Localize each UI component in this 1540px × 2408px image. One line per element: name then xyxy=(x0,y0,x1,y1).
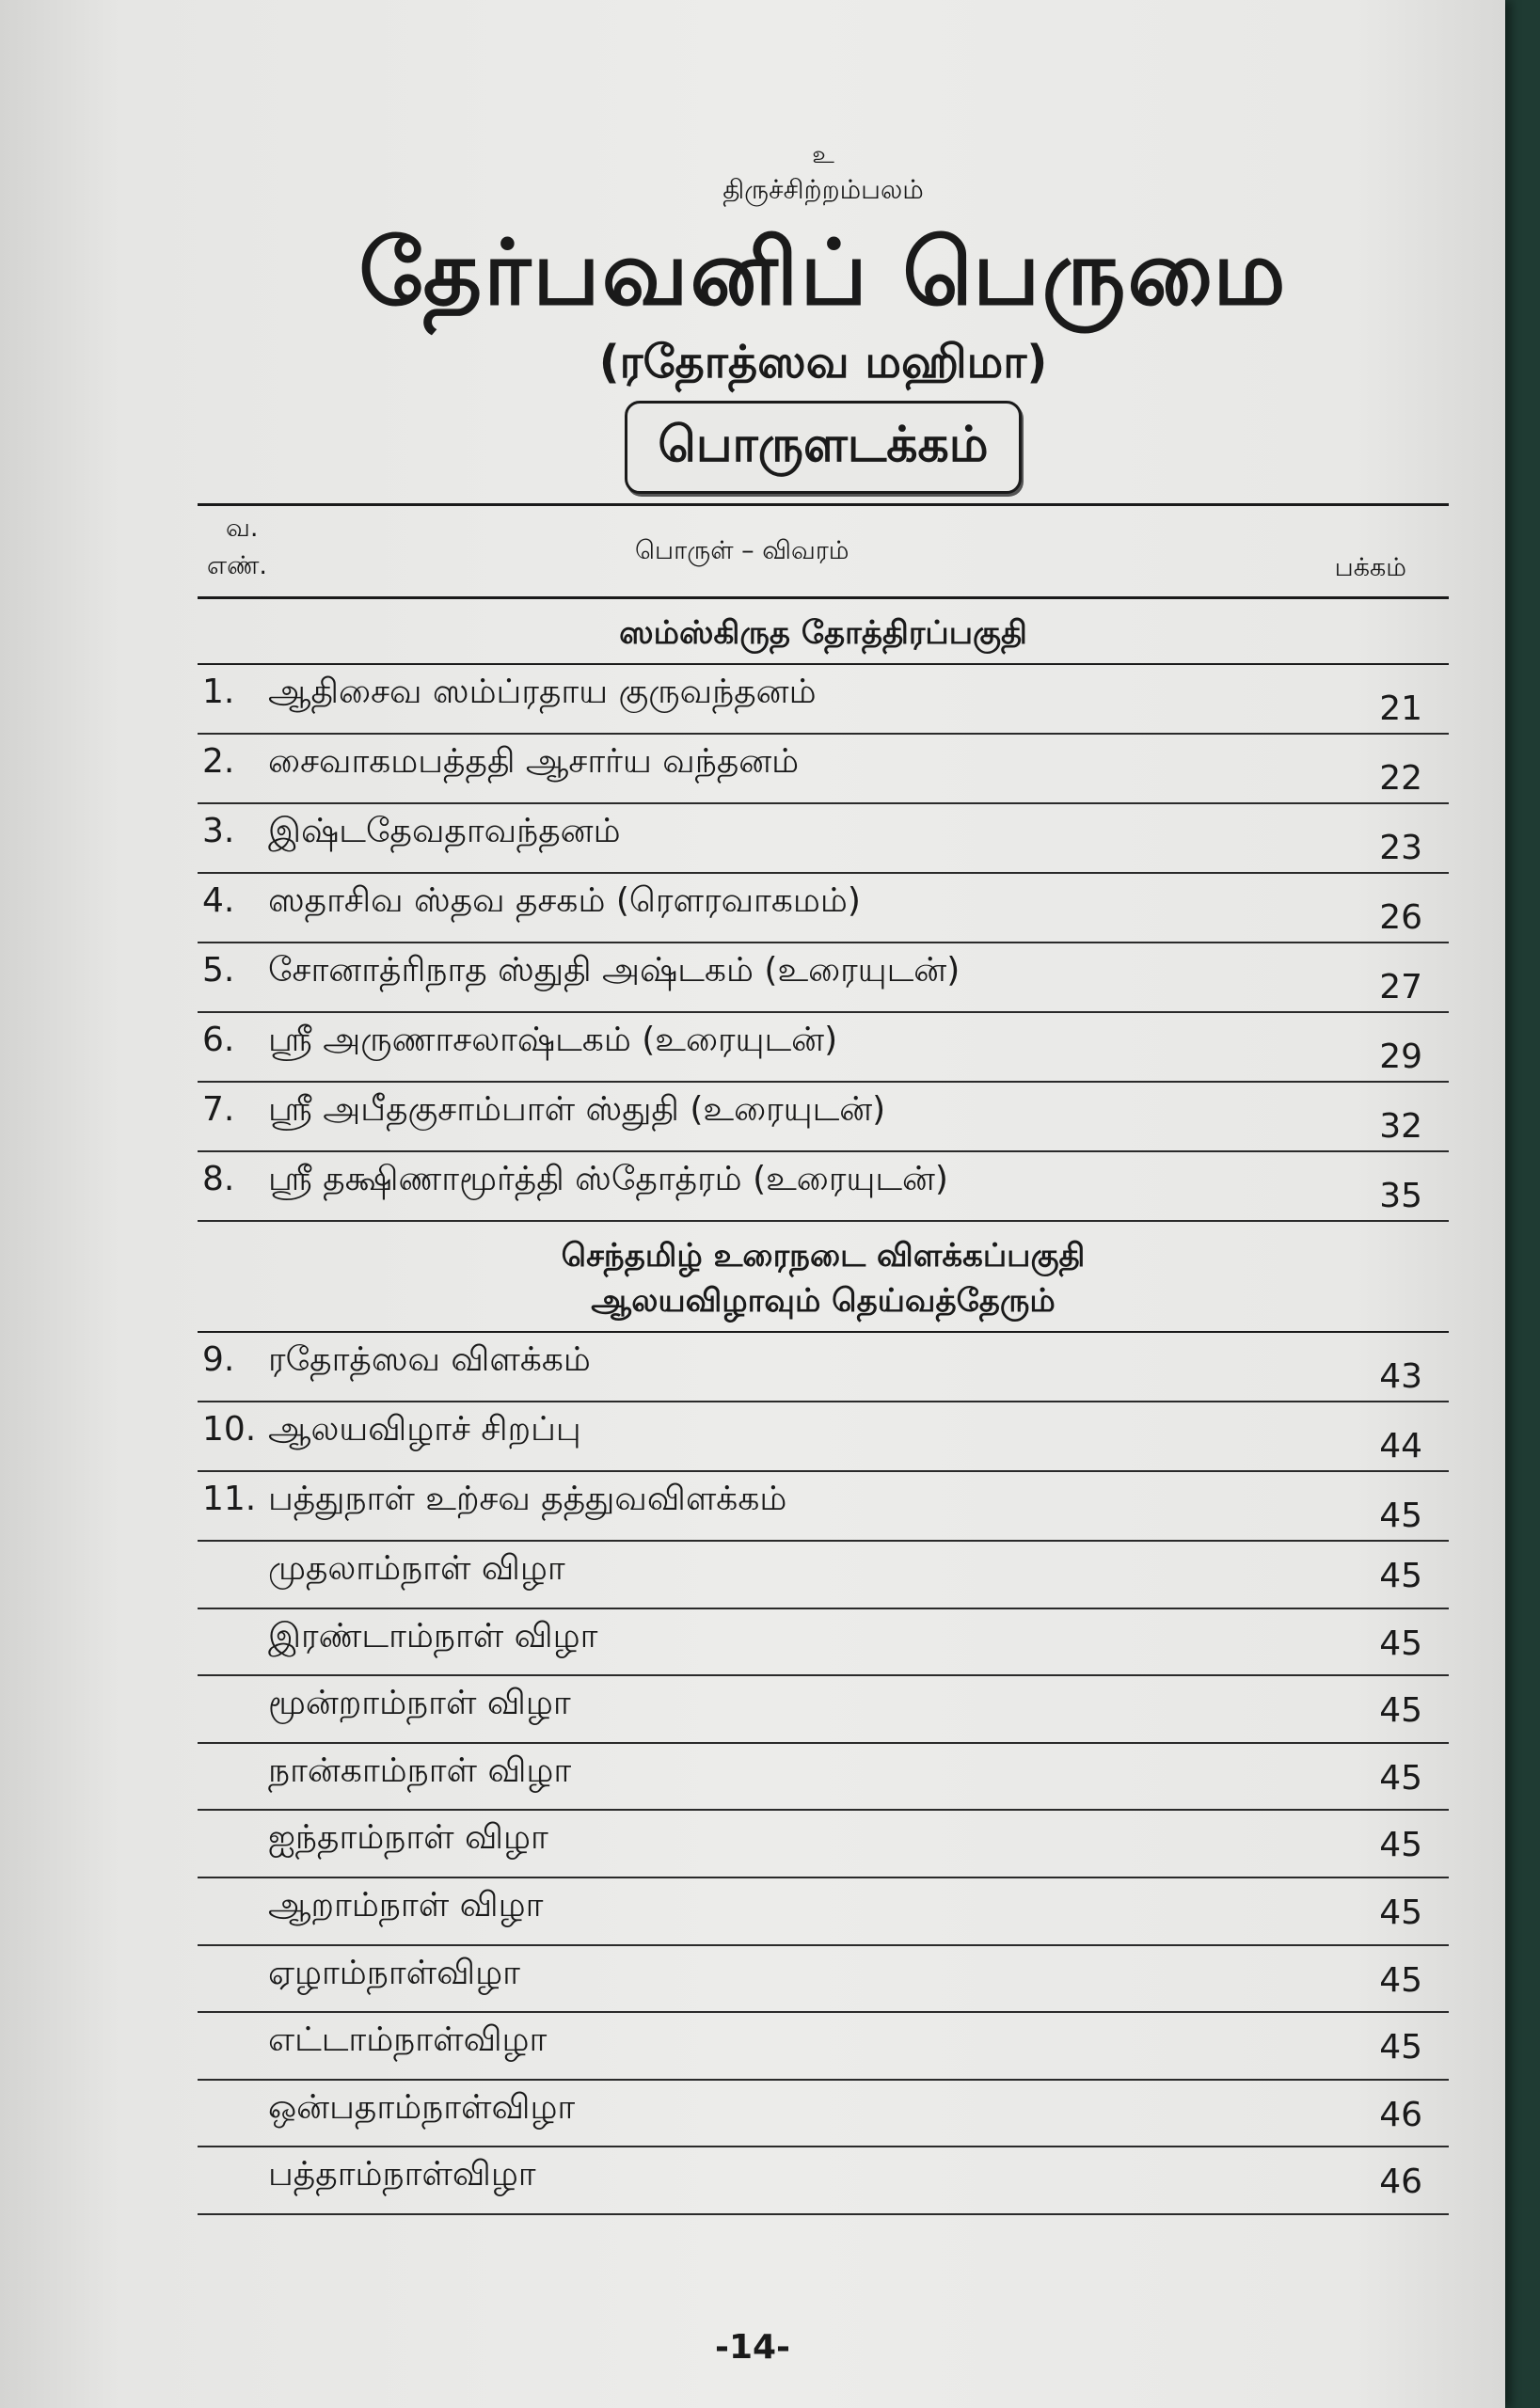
toc-number: 6. xyxy=(202,1021,235,1059)
toc-page: 29 xyxy=(1379,1038,1422,1076)
toc-row xyxy=(198,735,1449,804)
book-subtitle: (ரதோத்ஸவ மஹிமா) xyxy=(598,336,1048,388)
toc-subrow xyxy=(198,2147,1449,2215)
toc-number: 5. xyxy=(202,951,235,990)
contents-label: பொருளடக்கம் xyxy=(625,401,1021,494)
toc-number: 1. xyxy=(202,673,235,711)
toc-page: 45 xyxy=(1379,2028,1422,2067)
toc-row xyxy=(198,1152,1449,1222)
invocation: திருச்சிற்றம்பலம் xyxy=(722,174,924,205)
toc-number: 2. xyxy=(202,742,235,781)
toc-number: 8. xyxy=(202,1160,235,1198)
section-heading-line: ஆலயவிழாவும் தெய்வத்தேரும் xyxy=(591,1282,1056,1320)
toc-subtitle: ஏழாம்நாள்விழா xyxy=(268,1953,520,1992)
section-heading-line: ஸம்ஸ்கிருத தோத்திரப்பகுதி xyxy=(619,614,1027,652)
section-heading xyxy=(198,1222,1449,1333)
toc-subtitle: எட்டாம்நாள்விழா xyxy=(268,2020,548,2060)
toc-row xyxy=(198,874,1449,943)
toc-subrow xyxy=(198,1744,1449,1812)
toc-page: 45 xyxy=(1379,1691,1422,1731)
toc-title: ஆலயவிழாச் சிறப்பு xyxy=(268,1410,581,1449)
toc-title: சைவாகமபத்ததி ஆசார்ய வந்தனம் xyxy=(268,742,800,781)
toc-page: 45 xyxy=(1379,1624,1422,1663)
column-description: பொருள் – விவரம் xyxy=(635,536,849,565)
toc-subrow xyxy=(198,2013,1449,2081)
toc-subrow xyxy=(198,1542,1449,1609)
contents-label-wrap xyxy=(198,401,1449,494)
toc-page: 45 xyxy=(1379,1557,1422,1595)
toc-page: 23 xyxy=(1379,829,1422,867)
toc-page: 45 xyxy=(1379,1960,1422,2000)
toc-page: 45 xyxy=(1379,1758,1422,1798)
toc-row xyxy=(198,943,1449,1013)
section-heading-line: செந்தமிழ் உரைநடை விளக்கப்பகுதி xyxy=(561,1237,1086,1275)
toc-subtitle: முதலாம்நாள் விழா xyxy=(268,1549,565,1588)
toc-title: ரதோத்ஸவ விளக்கம் xyxy=(268,1340,591,1379)
toc-subtitle: ஒன்பதாம்நாள்விழா xyxy=(268,2087,576,2127)
toc-row xyxy=(198,1472,1449,1542)
toc-page: 21 xyxy=(1379,689,1422,728)
page-number: -14- xyxy=(715,2328,790,2367)
toc-subrow xyxy=(198,1878,1449,1946)
toc-row xyxy=(198,1333,1449,1402)
toc-subrow xyxy=(198,2081,1449,2148)
toc-number: 11. xyxy=(202,1480,257,1518)
toc-subtitle: நான்காம்நாள் விழா xyxy=(268,1751,572,1790)
pillaiyar-suli: உ xyxy=(812,141,834,169)
toc-title: பத்துநாள் உற்சவ தத்துவவிளக்கம் xyxy=(268,1480,787,1518)
toc-number: 4. xyxy=(202,881,235,920)
toc-row xyxy=(198,1013,1449,1083)
toc-subtitle: ஐந்தாம்நாள் விழா xyxy=(268,1818,548,1858)
toc-row xyxy=(198,804,1449,874)
toc-number: 7. xyxy=(202,1090,235,1129)
toc-page: 45 xyxy=(1379,1893,1422,1932)
toc-page: 43 xyxy=(1379,1357,1422,1396)
toc-title: ஸ்ரீ அபீதகுசாம்பாள் ஸ்துதி (உரையுடன்) xyxy=(268,1090,886,1129)
toc-subrow xyxy=(198,1811,1449,1878)
toc-page: 45 xyxy=(1379,1497,1422,1535)
toc-subtitle: இரண்டாம்நாள் விழா xyxy=(268,1616,598,1656)
column-number-line1: வ. xyxy=(226,514,259,543)
column-header xyxy=(198,503,1449,599)
contents-area xyxy=(198,141,1449,2215)
toc-row xyxy=(198,665,1449,735)
section-heading xyxy=(198,599,1449,665)
toc-subtitle: ஆறாம்நாள் விழா xyxy=(268,1885,544,1925)
toc-page: 44 xyxy=(1379,1427,1422,1465)
toc-title: ஸ்ரீ தக்ஷிணாமூர்த்தி ஸ்தோத்ரம் (உரையுடன்) xyxy=(268,1160,948,1198)
toc-number: 10. xyxy=(202,1410,257,1449)
toc-page: 45 xyxy=(1379,1826,1422,1865)
toc-page: 32 xyxy=(1379,1107,1422,1146)
toc-title: ஸதாசிவ ஸ்தவ தசகம் (ரௌரவாகமம்) xyxy=(268,881,861,920)
toc-title: ஸ்ரீ அருணாசலாஷ்டகம் (உரையுடன்) xyxy=(268,1021,838,1059)
toc-row xyxy=(198,1083,1449,1152)
toc-title: சோனாத்ரிநாத ஸ்துதி அஷ்டகம் (உரையுடன்) xyxy=(268,951,961,990)
toc-subrow xyxy=(198,1609,1449,1677)
toc-number: 9. xyxy=(202,1340,235,1379)
toc-subtitle: மூன்றாம்நாள் விழா xyxy=(268,1684,571,1723)
toc-page: 46 xyxy=(1379,2162,1422,2202)
toc-subrow xyxy=(198,1676,1449,1744)
toc-page: 27 xyxy=(1379,968,1422,1006)
toc-row xyxy=(198,1402,1449,1472)
toc-page: 22 xyxy=(1379,759,1422,798)
toc-page: 46 xyxy=(1379,2095,1422,2134)
column-number-line2: எண். xyxy=(207,551,268,580)
toc-page: 26 xyxy=(1379,898,1422,937)
toc-title: ஆதிசைவ ஸம்ப்ரதாய குருவந்தனம் xyxy=(268,673,817,711)
toc-subtitle: பத்தாம்நாள்விழா xyxy=(268,2155,536,2194)
column-page: பக்கம் xyxy=(1334,553,1406,582)
toc-page: 35 xyxy=(1379,1177,1422,1215)
toc-subrow xyxy=(198,1946,1449,2014)
book-title: தேர்பவனிப் பெருமை xyxy=(358,220,1288,325)
toc-number: 3. xyxy=(202,812,235,850)
toc-title: இஷ்டதேவதாவந்தனம் xyxy=(268,812,621,850)
